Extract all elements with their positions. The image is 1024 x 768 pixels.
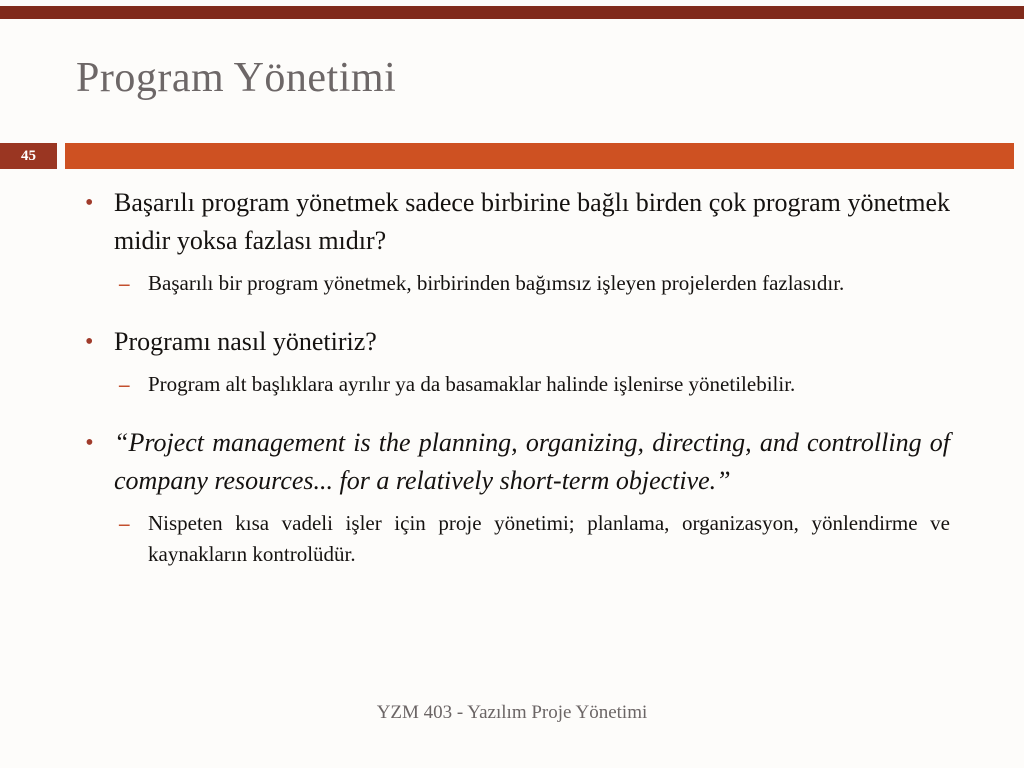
bullet-text: “Project management is the planning, organizing, directing, and controlling of company resources... for a relatively short-term objective.” <box>114 428 950 495</box>
bullet-dot-icon: • <box>85 329 94 355</box>
title-underline-bar <box>65 143 1014 169</box>
bullet-item <box>84 184 950 260</box>
bullet-text: Programı nasıl yönetiriz? <box>114 327 377 356</box>
sub-bullet-text: Nispeten kısa vadeli işler için proje yönetimi; planlama, organizasyon, yönlendirme ve kaynakların kontrolüdür. <box>148 511 950 566</box>
slide-body <box>84 184 950 570</box>
sub-bullet-item <box>84 369 950 400</box>
dash-icon: – <box>119 372 130 396</box>
sub-bullet-text: Başarılı bir program yönetmek, birbirinden bağımsız işleyen projelerden fazlasıdır. <box>148 271 845 295</box>
dash-icon: – <box>119 511 130 535</box>
top-accent-bar <box>0 6 1024 19</box>
bullet-text: Başarılı program yönetmek sadece birbirine bağlı birden çok program yönetmek midir yoksa fazlası mıdır? <box>114 188 950 255</box>
dash-icon: – <box>119 271 130 295</box>
page-number-badge: 45 <box>0 143 57 169</box>
sub-bullet-item <box>84 268 950 299</box>
footer-course-label: YZM 403 - Yazılım Proje Yönetimi <box>376 702 648 723</box>
bullet-item-quote <box>84 424 950 500</box>
sub-bullet-item <box>84 508 950 570</box>
bullet-dot-icon: • <box>85 190 94 216</box>
page-title: Program Yönetimi <box>76 55 397 101</box>
title-underline-band <box>0 143 1024 169</box>
bullet-dot-icon: • <box>85 430 94 456</box>
sub-bullet-text: Program alt başlıklara ayrılır ya da basamaklar halinde işlenirse yönetilebilir. <box>148 372 796 396</box>
bullet-item <box>84 323 950 361</box>
